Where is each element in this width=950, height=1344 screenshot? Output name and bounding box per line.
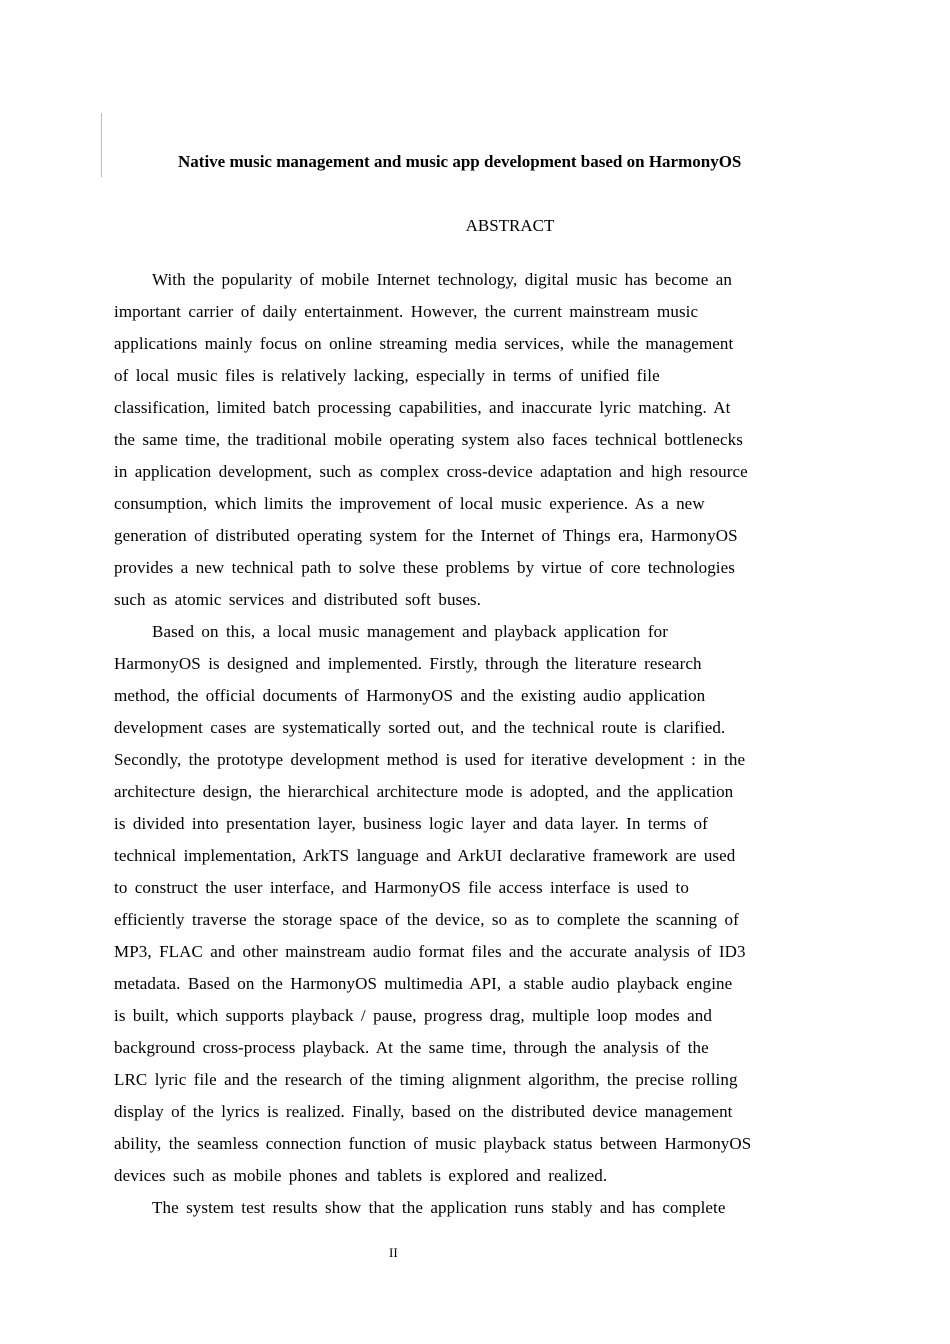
- abstract-line: Secondly, the prototype development method is used for iterative development : in the: [114, 750, 746, 769]
- abstract-line: display of the lyrics is realized. Finally, based on the distributed device management: [114, 1102, 733, 1121]
- abstract-line: HarmonyOS is designed and implemented. Firstly, through the literature research: [114, 654, 702, 673]
- abstract-line: architecture design, the hierarchical architecture mode is adopted, and the application: [114, 782, 734, 801]
- abstract-line: consumption, which limits the improvement of local music experience. As a new: [114, 494, 705, 513]
- abstract-line: is divided into presentation layer, business logic layer and data layer. In terms of: [114, 814, 708, 833]
- abstract-heading: ABSTRACT: [465, 216, 555, 235]
- margin-marker-line: [101, 113, 102, 177]
- abstract-line: provides a new technical path to solve these problems by virtue of core technologies: [114, 558, 735, 577]
- abstract-line: Based on this, a local music management and playback application for: [152, 622, 668, 641]
- abstract-body: [114, 264, 836, 1224]
- abstract-line: method, the official documents of HarmonyOS and the existing audio application: [114, 686, 706, 705]
- abstract-line: classification, limited batch processing capabilities, and inaccurate lyric matching. At: [114, 398, 731, 417]
- abstract-line: background cross-process playback. At the same time, through the analysis of the: [114, 1038, 709, 1057]
- abstract-line: development cases are systematically sorted out, and the technical route is clarified.: [114, 718, 726, 737]
- abstract-line: devices such as mobile phones and tablets is explored and realized.: [114, 1166, 608, 1185]
- paper-title: Native music management and music app development based on HarmonyOS: [178, 152, 742, 171]
- abstract-line: the same time, the traditional mobile operating system also faces technical bottlenecks: [114, 430, 743, 449]
- page-number: II: [389, 1245, 398, 1260]
- abstract-line: applications mainly focus on online streaming media services, while the management: [114, 334, 734, 353]
- abstract-line: important carrier of daily entertainment. However, the current mainstream music: [114, 302, 699, 321]
- abstract-line: such as atomic services and distributed soft buses.: [114, 590, 481, 609]
- abstract-line: LRC lyric file and the research of the timing alignment algorithm, the precise rolling: [114, 1070, 738, 1089]
- abstract-line: technical implementation, ArkTS language and ArkUI declarative framework are used: [114, 846, 736, 865]
- abstract-line: MP3, FLAC and other mainstream audio format files and the accurate analysis of ID3: [114, 942, 746, 961]
- abstract-line: metadata. Based on the HarmonyOS multimedia API, a stable audio playback engine: [114, 974, 733, 993]
- abstract-line: generation of distributed operating system for the Internet of Things era, HarmonyOS: [114, 526, 738, 545]
- abstract-line: in application development, such as complex cross-device adaptation and high resource: [114, 462, 748, 481]
- abstract-line: efficiently traverse the storage space of the device, so as to complete the scanning of: [114, 910, 739, 929]
- abstract-line: to construct the user interface, and HarmonyOS file access interface is used to: [114, 878, 689, 897]
- abstract-line: of local music files is relatively lacking, especially in terms of unified file: [114, 366, 660, 385]
- abstract-line: is built, which supports playback / pause, progress drag, multiple loop modes and: [114, 1006, 712, 1025]
- abstract-line: ability, the seamless connection function of music playback status between HarmonyOS: [114, 1134, 752, 1153]
- abstract-line: With the popularity of mobile Internet technology, digital music has become an: [152, 270, 733, 289]
- abstract-line: The system test results show that the application runs stably and has complete: [152, 1198, 726, 1217]
